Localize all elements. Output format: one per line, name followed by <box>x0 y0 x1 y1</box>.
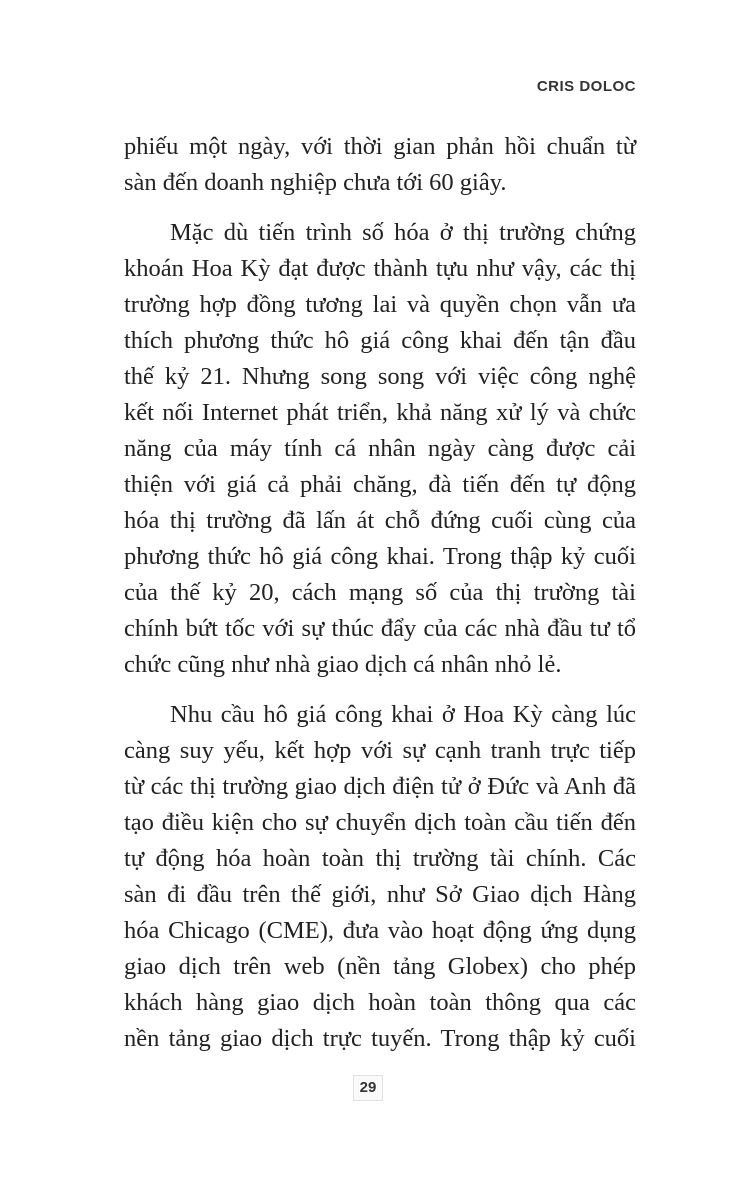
text-line: của thế kỷ 20, cách mạng số của thị trường tài <box>124 579 636 606</box>
text-line: phương thức hô giá công khai. Trong thập kỷ cuối <box>124 543 636 570</box>
paragraph <box>124 697 636 1057</box>
text-line: thiện với giá cả phải chăng, đà tiến đến tự động <box>124 471 636 498</box>
text-line: nền tảng giao dịch trực tuyến. Trong thập kỷ cuối <box>124 1025 636 1052</box>
page-number: 29 <box>353 1075 383 1101</box>
text-line: hóa Chicago (CME), đưa vào hoạt động ứng dụng <box>124 917 636 944</box>
text-line: khách hàng giao dịch hoàn toàn thông qua các <box>124 989 636 1016</box>
text-line: khoán Hoa Kỳ đạt được thành tựu như vậy, các thị <box>124 255 636 282</box>
text-line: giao dịch trên web (nền tảng Globex) cho phép <box>124 953 636 980</box>
text-line: Nhu cầu hô giá công khai ở Hoa Kỳ càng lúc <box>170 701 636 728</box>
text-line: kết nối Internet phát triển, khả năng xử lý và chức <box>124 399 636 426</box>
text-line: càng suy yếu, kết hợp với sự cạnh tranh trực tiếp <box>124 737 636 764</box>
text-line: thích phương thức hô giá công khai đến tận đầu <box>124 327 636 354</box>
paragraph-gap <box>124 683 636 697</box>
text-line: Mặc dù tiến trình số hóa ở thị trường chứng <box>170 219 636 246</box>
text-line: chính bứt tốc với sự thúc đẩy của các nhà đầu tư tổ <box>124 615 636 642</box>
body-text <box>124 129 636 1057</box>
text-line: trường hợp đồng tương lai và quyền chọn vẫn ưa <box>124 291 636 318</box>
text-line: năng của máy tính cá nhân ngày càng được cải <box>124 435 636 462</box>
paragraph-gap <box>124 201 636 215</box>
text-line: hóa thị trường đã lấn át chỗ đứng cuối cùng của <box>124 507 636 534</box>
text-line: tự động hóa hoàn toàn thị trường tài chính. Các <box>124 845 636 872</box>
text-line: chức cũng như nhà giao dịch cá nhân nhỏ lẻ. <box>124 651 562 678</box>
text-line: phiếu một ngày, với thời gian phản hồi chuẩn từ <box>124 133 636 160</box>
text-line: sàn đến doanh nghiệp chưa tới 60 giây. <box>124 169 507 196</box>
paragraph <box>124 215 636 683</box>
running-header-author: CRIS DOLOC <box>536 78 636 95</box>
text-line: tạo điều kiện cho sự chuyển dịch toàn cầu tiến đến <box>124 809 636 836</box>
text-line: thế kỷ 21. Nhưng song song với việc công nghệ <box>124 363 636 390</box>
text-line: sàn đi đầu trên thế giới, như Sở Giao dịch Hàng <box>124 881 636 908</box>
paragraph <box>124 129 636 201</box>
text-line: từ các thị trường giao dịch điện tử ở Đức và Anh đã <box>124 773 636 800</box>
